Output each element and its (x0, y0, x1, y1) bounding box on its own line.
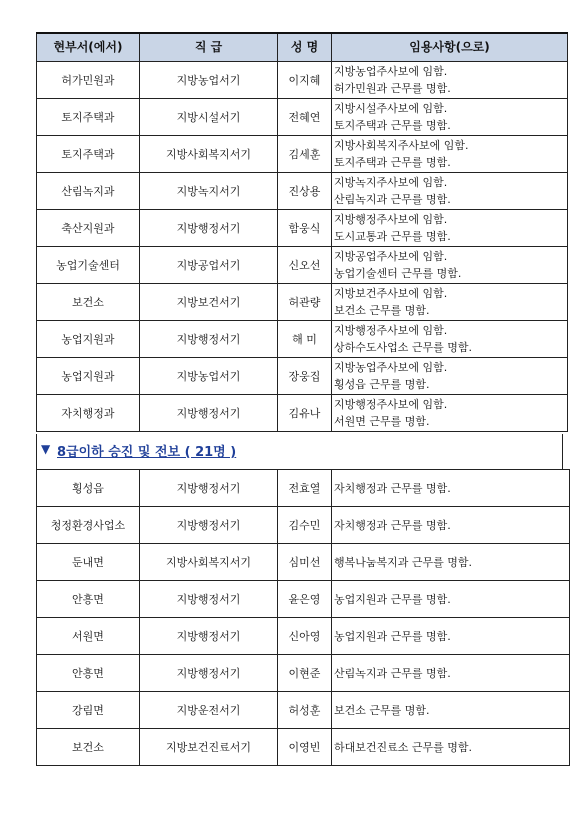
section-title: 8급이하 승진 및 전보 ( 21명 ) (57, 445, 237, 460)
current-dept-cell: 자치행정과 (37, 395, 140, 432)
appointment-line-1: 지방농업주사보에 임함. (334, 361, 448, 374)
name-cell: 이영빈 (278, 729, 332, 766)
appointment-cell: 자치행정과 근무를 명함. (332, 507, 570, 544)
current-dept-cell: 보건소 (37, 284, 140, 321)
table-top-body (37, 62, 568, 432)
header-appointment: 임용사항(으로) (332, 33, 568, 62)
appointment-cell: 농업지원과 근무를 명함. (332, 581, 570, 618)
current-dept-cell: 농업기술센터 (37, 247, 140, 284)
name-cell: 김수민 (278, 507, 332, 544)
grade-cell: 지방행정서기 (140, 321, 278, 358)
current-dept-cell: 서원면 (37, 618, 140, 655)
name-cell: 김유나 (278, 395, 332, 432)
grade-cell: 지방농업서기 (140, 62, 278, 99)
grade-cell: 지방행정서기 (140, 395, 278, 432)
current-dept-cell: 농업지원과 (37, 321, 140, 358)
appointment-line-1: 지방보건주사보에 임함. (334, 287, 448, 300)
appointment-line-1: 지방행정주사보에 임함. (334, 213, 448, 226)
grade-cell: 지방보건서기 (140, 284, 278, 321)
appointment-line-2: 토지주택과 근무를 명함. (334, 119, 451, 132)
appointment-line-1: 지방행정주사보에 임함. (334, 398, 448, 411)
appointment-line-2: 상하수도사업소 근무를 명함. (334, 341, 473, 354)
appointment-line-1: 지방농업주사보에 임함. (334, 65, 448, 78)
triangle-down-icon: ▼ (41, 442, 51, 456)
grade-cell: 지방녹지서기 (140, 173, 278, 210)
appointment-cell (332, 284, 568, 321)
grade-cell: 지방보건진료서기 (140, 729, 278, 766)
grade-cell: 지방운전서기 (140, 692, 278, 729)
grade-cell: 지방행정서기 (140, 470, 278, 507)
appointment-line-2: 보건소 근무를 명함. (334, 304, 430, 317)
current-dept-cell: 농업지원과 (37, 358, 140, 395)
table-row (37, 470, 570, 507)
appointment-cell (332, 99, 568, 136)
grade-cell: 지방행정서기 (140, 581, 278, 618)
name-cell: 장웅집 (278, 358, 332, 395)
table-row (37, 247, 568, 284)
appointment-cell: 산림녹지과 근무를 명함. (332, 655, 570, 692)
name-cell: 진상용 (278, 173, 332, 210)
current-dept-cell: 산림녹지과 (37, 173, 140, 210)
current-dept-cell: 안흥면 (37, 655, 140, 692)
current-dept-cell: 횡성읍 (37, 470, 140, 507)
appointment-cell (332, 173, 568, 210)
table-row (37, 62, 568, 99)
current-dept-cell: 축산지원과 (37, 210, 140, 247)
name-cell: 해 미 (278, 321, 332, 358)
header-grade: 직 급 (140, 33, 278, 62)
appointment-table-bottom (36, 469, 570, 766)
appointment-line-2: 서원면 근무를 명함. (334, 415, 430, 428)
appointment-cell (332, 395, 568, 432)
current-dept-cell: 허가민원과 (37, 62, 140, 99)
current-dept-cell: 토지주택과 (37, 99, 140, 136)
appointment-line-2: 산림녹지과 근무를 명함. (334, 193, 451, 206)
grade-cell: 지방행정서기 (140, 507, 278, 544)
table-row (37, 692, 570, 729)
table-row (37, 321, 568, 358)
table-row (37, 581, 570, 618)
table-bottom-body (37, 470, 570, 766)
grade-cell: 지방사회복지서기 (140, 544, 278, 581)
name-cell: 전혜연 (278, 99, 332, 136)
name-cell: 신아영 (278, 618, 332, 655)
table-row (37, 358, 568, 395)
grade-cell: 지방행정서기 (140, 210, 278, 247)
grade-cell: 지방행정서기 (140, 618, 278, 655)
grade-cell: 지방공업서기 (140, 247, 278, 284)
grade-cell: 지방시설서기 (140, 99, 278, 136)
table-row (37, 136, 568, 173)
name-cell: 허성훈 (278, 692, 332, 729)
table-row (37, 99, 568, 136)
table-row (37, 618, 570, 655)
appointment-line-2: 횡성읍 근무를 명함. (334, 378, 430, 391)
current-dept-cell: 토지주택과 (37, 136, 140, 173)
appointment-table-top (36, 32, 568, 432)
name-cell: 이지혜 (278, 62, 332, 99)
name-cell: 심미선 (278, 544, 332, 581)
table-row (37, 395, 568, 432)
appointment-cell: 농업지원과 근무를 명함. (332, 618, 570, 655)
appointment-line-2: 토지주택과 근무를 명함. (334, 156, 451, 169)
appointment-cell (332, 247, 568, 284)
table-row (37, 729, 570, 766)
appointment-cell: 행복나눔복지과 근무를 명함. (332, 544, 570, 581)
table-row (37, 507, 570, 544)
current-dept-cell: 청정환경사업소 (37, 507, 140, 544)
appointment-line-1: 지방행정주사보에 임함. (334, 324, 448, 337)
name-cell: 함웅식 (278, 210, 332, 247)
table-row (37, 173, 568, 210)
appointment-cell (332, 136, 568, 173)
appointment-cell (332, 321, 568, 358)
appointment-line-2: 도시교통과 근무를 명함. (334, 230, 451, 243)
section-heading (36, 434, 563, 469)
name-cell: 이현준 (278, 655, 332, 692)
table-header-row (37, 33, 568, 62)
table-row (37, 655, 570, 692)
name-cell: 김세훈 (278, 136, 332, 173)
table-row (37, 544, 570, 581)
current-dept-cell: 강림면 (37, 692, 140, 729)
name-cell: 윤은영 (278, 581, 332, 618)
grade-cell: 지방행정서기 (140, 655, 278, 692)
header-current-dept: 현부서(에서) (37, 33, 140, 62)
appointment-line-1: 지방녹지주사보에 임함. (334, 176, 448, 189)
name-cell: 신오선 (278, 247, 332, 284)
appointment-line-1: 지방공업주사보에 임함. (334, 250, 448, 263)
table-row (37, 210, 568, 247)
appointment-line-1: 지방사회복지주사보에 임함. (334, 139, 469, 152)
current-dept-cell: 둔내면 (37, 544, 140, 581)
name-cell: 허관량 (278, 284, 332, 321)
grade-cell: 지방농업서기 (140, 358, 278, 395)
appointment-cell (332, 62, 568, 99)
current-dept-cell: 안흥면 (37, 581, 140, 618)
appointment-line-1: 지방시설주사보에 임함. (334, 102, 448, 115)
appointment-cell: 자치행정과 근무를 명함. (332, 470, 570, 507)
name-cell: 전효열 (278, 470, 332, 507)
header-name: 성 명 (278, 33, 332, 62)
appointment-cell (332, 210, 568, 247)
appointment-cell: 하대보건진료소 근무를 명함. (332, 729, 570, 766)
appointment-cell (332, 358, 568, 395)
table-row (37, 284, 568, 321)
grade-cell: 지방사회복지서기 (140, 136, 278, 173)
current-dept-cell: 보건소 (37, 729, 140, 766)
appointment-cell: 보건소 근무를 명함. (332, 692, 570, 729)
appointment-line-2: 농업기술센터 근무를 명함. (334, 267, 462, 280)
appointment-line-2: 허가민원과 근무를 명함. (334, 82, 451, 95)
